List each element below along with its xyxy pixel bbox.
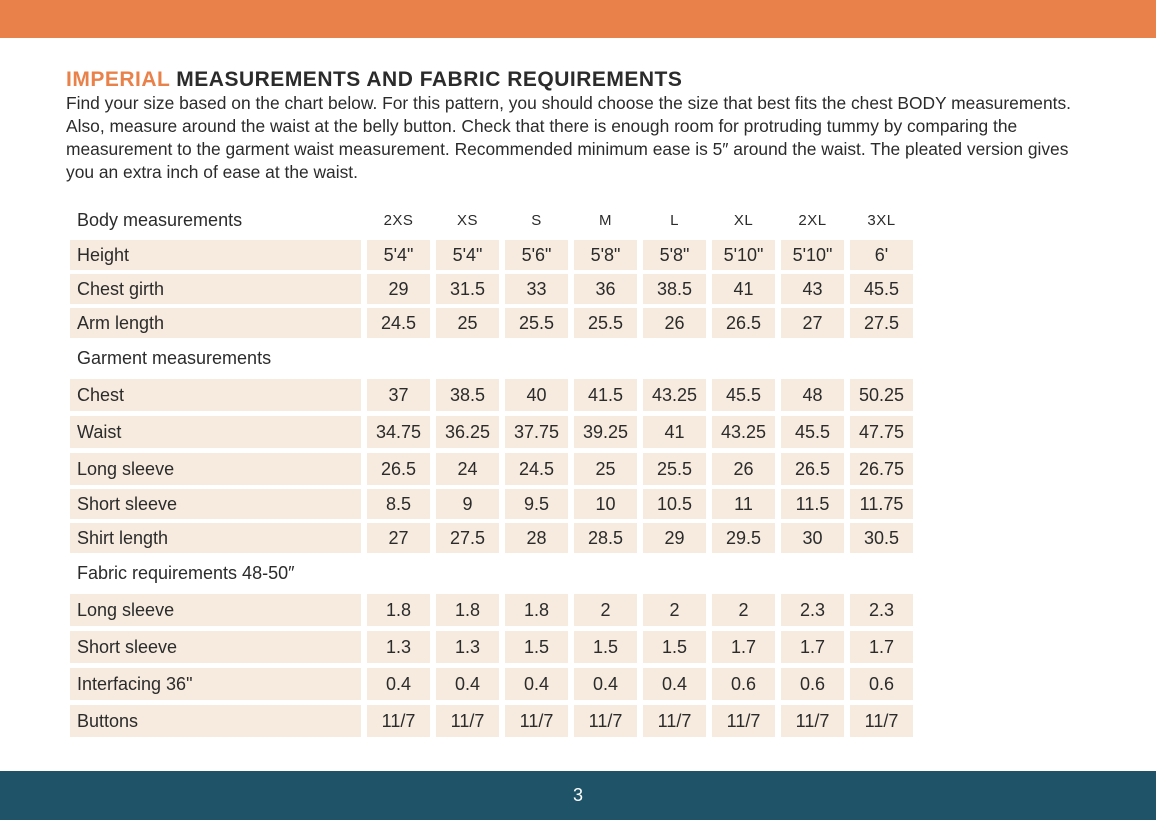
value-cell: 1.3 <box>367 631 430 663</box>
value-cell: 1.7 <box>850 631 913 663</box>
row-label: Interfacing 36" <box>70 668 361 700</box>
value-cell: 0.4 <box>367 668 430 700</box>
value-cell: 0.6 <box>781 668 844 700</box>
value-cell: 5'4" <box>436 240 499 270</box>
value-cell: 28.5 <box>574 523 637 553</box>
value-cell: 2 <box>643 594 706 626</box>
row-label: Arm length <box>70 308 361 338</box>
value-cell: 30.5 <box>850 523 913 553</box>
value-cell: 33 <box>505 274 568 304</box>
value-cell: 38.5 <box>436 379 499 411</box>
value-cell: 1.5 <box>574 631 637 663</box>
value-cell: 11/7 <box>367 705 430 737</box>
value-cell: 1.8 <box>367 594 430 626</box>
value-cell: 5'6" <box>505 240 568 270</box>
value-cell: 47.75 <box>850 416 913 448</box>
value-cell: 1.3 <box>436 631 499 663</box>
size-chart-table <box>70 204 913 737</box>
row-label: Waist <box>70 416 361 448</box>
value-cell: 24.5 <box>505 453 568 485</box>
value-cell: 25.5 <box>643 453 706 485</box>
value-cell: 8.5 <box>367 489 430 519</box>
value-cell: 0.4 <box>574 668 637 700</box>
value-cell: 36 <box>574 274 637 304</box>
title-accent: IMPERIAL <box>66 68 170 91</box>
value-cell: 10.5 <box>643 489 706 519</box>
value-cell: 41.5 <box>574 379 637 411</box>
value-cell: 25.5 <box>505 308 568 338</box>
size-header: L <box>670 211 679 229</box>
value-cell: 25 <box>574 453 637 485</box>
value-cell: 26.5 <box>781 453 844 485</box>
value-cell: 43.25 <box>643 379 706 411</box>
value-cell: 25 <box>436 308 499 338</box>
footer-band <box>0 771 1156 820</box>
value-cell: 9.5 <box>505 489 568 519</box>
value-cell: 5'8" <box>643 240 706 270</box>
value-cell: 11/7 <box>505 705 568 737</box>
value-cell: 2.3 <box>850 594 913 626</box>
value-cell: 43 <box>781 274 844 304</box>
value-cell: 43.25 <box>712 416 775 448</box>
value-cell: 1.8 <box>505 594 568 626</box>
value-cell: 27.5 <box>850 308 913 338</box>
value-cell: 45.5 <box>712 379 775 411</box>
size-header: 2XL <box>798 211 827 229</box>
value-cell: 9 <box>436 489 499 519</box>
value-cell: 11.75 <box>850 489 913 519</box>
value-cell: 2.3 <box>781 594 844 626</box>
section-heading-body: Body measurements <box>77 209 243 230</box>
value-cell: 6' <box>850 240 913 270</box>
value-cell: 0.4 <box>643 668 706 700</box>
value-cell: 11/7 <box>436 705 499 737</box>
value-cell: 11/7 <box>712 705 775 737</box>
size-header: M <box>599 211 612 229</box>
top-color-band <box>0 0 1156 38</box>
value-cell: 27.5 <box>436 523 499 553</box>
value-cell: 0.4 <box>505 668 568 700</box>
value-cell: 39.25 <box>574 416 637 448</box>
value-cell: 48 <box>781 379 844 411</box>
value-cell: 5'10" <box>781 240 844 270</box>
page-number: 3 <box>572 785 583 805</box>
row-label: Chest <box>70 379 361 411</box>
intro-paragraph: Find your size based on the chart below. For this pattern, you should choose the size that best fits the chest BODY measurements. Also, measure around the waist at the belly button. Check that there is enough room for protruding tummy by comparing the measurement to the garment waist measurement. Recommended minimum ease is 5″ around the waist. The pleated version gives you an extra inch of ease at the waist. <box>66 93 1072 182</box>
value-cell: 45.5 <box>781 416 844 448</box>
value-cell: 29 <box>643 523 706 553</box>
row-label: Short sleeve <box>70 631 361 663</box>
value-cell: 41 <box>643 416 706 448</box>
row-label: Height <box>70 240 361 270</box>
section-heading-garment: Garment measurements <box>77 347 272 368</box>
row-label: Short sleeve <box>70 489 361 519</box>
value-cell: 27 <box>781 308 844 338</box>
value-cell: 25.5 <box>574 308 637 338</box>
value-cell: 38.5 <box>643 274 706 304</box>
value-cell: 26.5 <box>712 308 775 338</box>
size-header: XL <box>733 211 754 229</box>
value-cell: 11/7 <box>643 705 706 737</box>
size-header: S <box>531 211 542 229</box>
value-cell: 34.75 <box>367 416 430 448</box>
value-cell: 30 <box>781 523 844 553</box>
value-cell: 11 <box>712 489 775 519</box>
page-title <box>66 68 682 92</box>
value-cell: 1.7 <box>781 631 844 663</box>
value-cell: 11/7 <box>781 705 844 737</box>
value-cell: 36.25 <box>436 416 499 448</box>
value-cell: 2 <box>574 594 637 626</box>
value-cell: 26 <box>712 453 775 485</box>
size-header: 3XL <box>867 211 896 229</box>
size-header: XS <box>456 211 478 229</box>
value-cell: 11.5 <box>781 489 844 519</box>
value-cell: 28 <box>505 523 568 553</box>
size-header: 2XS <box>383 211 414 229</box>
row-label: Shirt length <box>70 523 361 553</box>
value-cell: 26.75 <box>850 453 913 485</box>
value-cell: 29.5 <box>712 523 775 553</box>
value-cell: 1.5 <box>505 631 568 663</box>
value-cell: 27 <box>367 523 430 553</box>
value-cell: 37.75 <box>505 416 568 448</box>
value-cell: 45.5 <box>850 274 913 304</box>
row-label: Long sleeve <box>70 453 361 485</box>
title-rest: MEASUREMENTS AND FABRIC REQUIREMENTS <box>169 68 683 91</box>
value-cell: 1.5 <box>643 631 706 663</box>
value-cell: 40 <box>505 379 568 411</box>
value-cell: 5'4" <box>367 240 430 270</box>
value-cell: 1.8 <box>436 594 499 626</box>
value-cell: 2 <box>712 594 775 626</box>
value-cell: 31.5 <box>436 274 499 304</box>
section-heading-fabric: Fabric requirements 48-50″ <box>77 562 295 583</box>
value-cell: 29 <box>367 274 430 304</box>
row-label: Buttons <box>70 705 361 737</box>
row-label: Chest girth <box>70 274 361 304</box>
value-cell: 41 <box>712 274 775 304</box>
value-cell: 24.5 <box>367 308 430 338</box>
value-cell: 5'8" <box>574 240 637 270</box>
value-cell: 26 <box>643 308 706 338</box>
value-cell: 50.25 <box>850 379 913 411</box>
value-cell: 5'10" <box>712 240 775 270</box>
row-label: Long sleeve <box>70 594 361 626</box>
value-cell: 24 <box>436 453 499 485</box>
value-cell: 11/7 <box>574 705 637 737</box>
value-cell: 1.7 <box>712 631 775 663</box>
value-cell: 0.6 <box>712 668 775 700</box>
value-cell: 37 <box>367 379 430 411</box>
value-cell: 0.6 <box>850 668 913 700</box>
value-cell: 26.5 <box>367 453 430 485</box>
value-cell: 10 <box>574 489 637 519</box>
value-cell: 0.4 <box>436 668 499 700</box>
value-cell: 11/7 <box>850 705 913 737</box>
